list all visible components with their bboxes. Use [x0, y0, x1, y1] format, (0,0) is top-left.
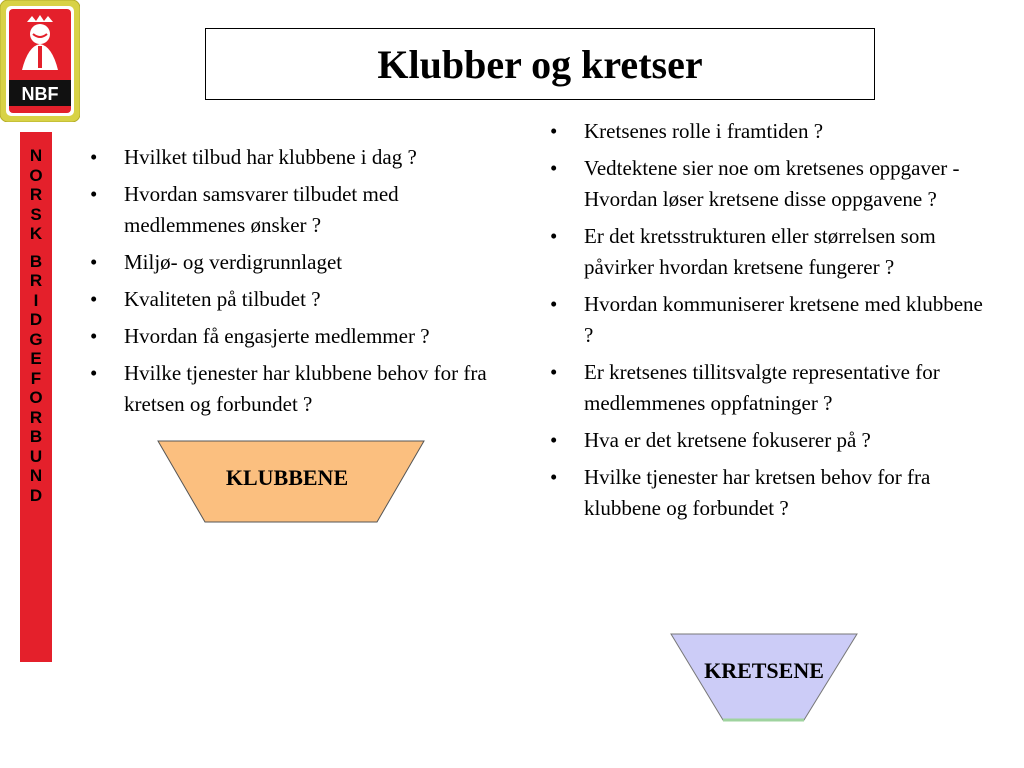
klubbene-label: KLUBBENE	[225, 465, 349, 490]
nbf-logo	[0, 0, 80, 122]
list-item: • Hvilket tilbud har klubbene i dag ?	[88, 142, 508, 173]
list-item: • Vedtektene sier noe om kretsenes oppgaver - Hvordan løser kretsene disse oppgavene ?	[548, 153, 988, 215]
logo-text: NBF	[21, 84, 59, 104]
band-letter: N	[29, 466, 43, 485]
list-item: • Hvilke tjenester har kretsen behov for fra klubbene og forbundet ?	[548, 462, 988, 524]
band-letter: K	[29, 224, 43, 243]
band-letter: G	[29, 329, 43, 349]
title-box	[205, 28, 875, 100]
slide-title: Klubber og kretser	[377, 41, 703, 87]
band-letter: R	[29, 185, 43, 204]
left-bullet-list	[88, 142, 508, 426]
list-item: • Kvaliteten på tilbudet ?	[88, 284, 508, 315]
band-letter: I	[33, 290, 39, 310]
band-letter: S	[30, 204, 42, 224]
klubbene-trapezoid	[157, 438, 425, 524]
list-item: • Er det kretsstrukturen eller størrelsen som påvirker hvordan kretsene fungerer ?	[548, 221, 988, 283]
list-item: • Er kretsenes tillitsvalgte representative for medlemmenes oppfatninger ?	[548, 357, 988, 419]
band-letter: R	[29, 407, 43, 427]
band-letter: D	[29, 485, 43, 505]
band-letter: U	[29, 446, 43, 466]
list-item: • Hvordan samsvarer tilbudet med medlemmenes ønsker ?	[88, 179, 508, 241]
band-letter: E	[30, 349, 42, 368]
band-letter: B	[29, 427, 43, 446]
list-item: • Hvilke tjenester har klubbene behov for fra kretsen og forbundet ?	[88, 358, 508, 420]
band-letter: D	[29, 310, 43, 329]
kretsene-label: KRETSENE	[704, 658, 824, 683]
band-letter: B	[29, 251, 43, 271]
list-item: • Hvordan få engasjerte medlemmer ?	[88, 321, 508, 352]
list-item: • Miljø- og verdigrunnlaget	[88, 247, 508, 278]
band-letter: O	[29, 388, 43, 407]
side-band-norsk-bridgeforbund	[20, 132, 52, 662]
band-letter: O	[29, 165, 43, 185]
band-letter: F	[30, 368, 42, 388]
band-letter: N	[29, 146, 43, 165]
band-letter: R	[29, 271, 43, 290]
list-item: • Hvordan kommuniserer kretsene med klubbene ?	[548, 289, 988, 351]
list-item: • Kretsenes rolle i framtiden ?	[548, 116, 988, 147]
right-bullet-list	[548, 116, 988, 530]
list-item: • Hva er det kretsene fokuserer på ?	[548, 425, 988, 456]
kretsene-trapezoid	[670, 632, 858, 724]
